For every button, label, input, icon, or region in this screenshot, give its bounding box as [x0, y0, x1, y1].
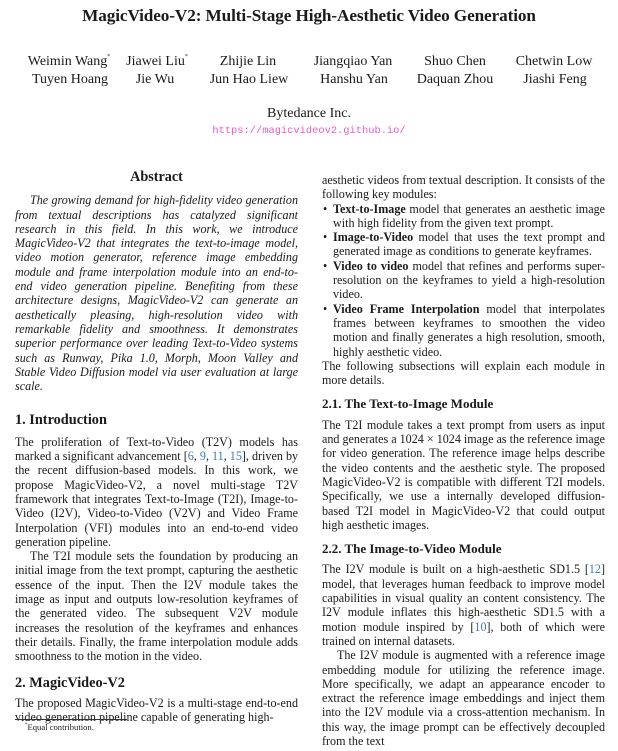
- module-list-item: • Video Frame Interpolation model that interpolates frames between keyframes to smoothen the video motion and finally generates a high resolution, smooth, highly aesthetic video.: [323, 301, 605, 359]
- abstract-heading: Abstract: [130, 169, 183, 185]
- bullet-icon: •: [323, 230, 328, 245]
- author-list: [0, 54, 618, 90]
- right-column: [322, 173, 605, 748]
- author: Chetwin Low: [515, 54, 593, 69]
- author: Jun Hao Liew: [209, 72, 289, 87]
- module-list: [322, 202, 605, 359]
- footnote-divider: [15, 719, 127, 720]
- equal-contribution-mark: *: [107, 54, 111, 60]
- citation-link[interactable]: 12: [588, 562, 601, 577]
- author: Jiashi Feng: [523, 72, 587, 87]
- section-heading-introduction: 1. Introduction: [15, 412, 107, 429]
- paper-title: MagicVideo-V2: Multi-Stage High-Aesthetic Video Generation: [82, 6, 536, 25]
- module-list-item: • Video to video model that refines and performs super-resolution on the keyframes to yield a high-resolution video.: [323, 258, 605, 302]
- t2i-paragraph: The T2I module takes a text prompt from users as input and generates a 1024 × 1024 image as the reference image for video generation. The reference image helps describe the video contents and the aesthetic style. The proposed MagicVideo-V2 is compatible with different T2I models. Specifically, we use a internally developed diffusion-based T2I model in MagicVideo-V2 that could output high aesthetic images.: [322, 417, 605, 532]
- citation-link[interactable]: 9: [199, 449, 206, 464]
- subsection-heading-t2i: 2.1. The Text-to-Image Module: [322, 396, 494, 412]
- module-list-item: • Image-to-Video model that uses the text prompt and generated image as conditions to generate keyframes.: [323, 230, 605, 259]
- citation-link[interactable]: 15: [229, 449, 242, 464]
- author: Shuo Chen: [424, 54, 486, 69]
- author: Zhijie Lin: [219, 54, 277, 69]
- subsections-intro: The following subsections will explain each module in more details.: [322, 358, 605, 388]
- author: Jie Wu: [135, 72, 175, 87]
- i2v-paragraph-2: The I2V module is augmented with a reference image embedding module for utilizing the reference image. More specifically, we adapt an appearance encoder to extract the reference image embeddings and inject them into the I2V module via a cross-attention mechanism. In this way, the image prompt can be effectively decoupled from the text: [322, 648, 605, 748]
- magicvideo-paragraph-start: The proposed MagicVideo-V2 is a multi-stage end-to-end video generation pipeline capable of generating high-: [15, 695, 298, 725]
- abstract-text: The growing demand for high-fidelity video generation from textual descriptions has catalyzed significant research in this field. In this work, we introduce MagicVideo-V2 that integrates the text-to-image model, video motion generator, reference image embedding module and frame interpolation module into an end-to-end video generation pipeline. Benefiting from these architecture designs, MagicVideo-V2 can generate an aesthetically pleasing, high-resolution video with remarkable fidelity and smoothness. It demonstrates superior performance over leading Text-to-Video systems such as Runway, Pika 1.0, Morph, Moon Valley and Stable Video Diffusion model via user evaluation at large scale.: [15, 193, 298, 394]
- magicvideo-paragraph-continued: aesthetic videos from textual description. It consists of the following key modules:: [322, 173, 605, 202]
- citation-link[interactable]: 11: [212, 449, 224, 464]
- citation-link[interactable]: 10: [474, 619, 487, 634]
- section-heading-magicvideo-v2: 2. MagicVideo-V2: [15, 674, 125, 691]
- subsection-heading-i2v: 2.2. The Image-to-Video Module: [322, 541, 502, 557]
- affiliation: Bytedance Inc.: [267, 106, 351, 121]
- equal-contribution-mark: *: [184, 54, 188, 60]
- author: Jiawei Liu*: [126, 54, 188, 69]
- project-url-link[interactable]: https://magicvideov2.github.io/: [212, 125, 406, 137]
- i2v-paragraph-1: The I2V module is built on a high-aesthetic SD1.5 [12] model, that leverages human feedback to improve model capabilities in visual quality an content consistency. The I2V module inflates this high-aesthetic SD1.5 with a motion module inspired by [10], both of which were trained on internal datasets.: [322, 562, 605, 648]
- author: Weimin Wang*: [27, 54, 111, 69]
- intro-paragraph-2: The T2I module sets the foundation by producing an initial image from the text prompt, capturing the aesthetic essence of the input. Then the I2V module takes the image as input and outputs low-resolution keyframes of the generated video. The subsequent V2V module increases the resolution of the keyframes and enhances their details. Finally, the frame interpolation module adds smoothness to the motion in the video.: [15, 549, 298, 664]
- author: Tuyen Hoang: [31, 72, 109, 87]
- author-row-2: [0, 72, 618, 90]
- bullet-icon: •: [323, 301, 328, 316]
- left-column: [15, 170, 298, 724]
- bullet-icon: •: [323, 258, 328, 273]
- bullet-icon: •: [323, 201, 328, 216]
- footnote: *Equal contribution.: [25, 722, 94, 732]
- author-row-1: [0, 54, 618, 72]
- author: Jiangqiao Yan: [313, 54, 393, 69]
- module-list-item: • Text-to-Image model that generates an aesthetic image with high fidelity from the given text prompt.: [323, 201, 605, 230]
- intro-paragraph-1: The proliferation of Text-to-Video (T2V) models has marked a significant advancement [6, 9, 11, 15], driven by the recent diffusion-based models. In this work, we propose MagicVideo-V2, a novel multi-stage T2V framework that integrates Text-to-Image (T2I), Image-to-Video (I2V), Video-to-Video (V2V) and Video Frame Interpolation (VFI) modules into an end-to-end video generation pipeline.: [15, 434, 299, 549]
- author: Daquan Zhou: [416, 72, 494, 87]
- citation-link[interactable]: 6: [187, 449, 194, 464]
- author: Hanshu Yan: [320, 72, 388, 87]
